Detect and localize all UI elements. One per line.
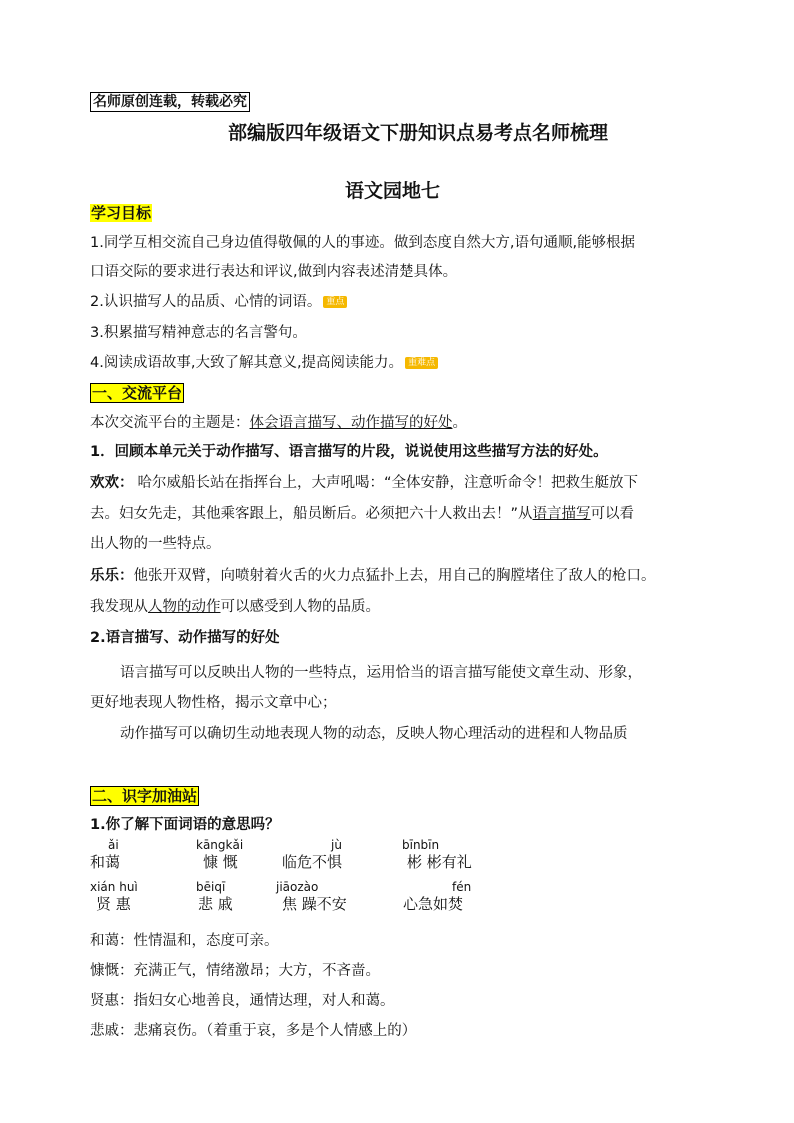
word-heai: 和蔼	[90, 853, 121, 871]
le-line-2	[90, 597, 380, 617]
key-difficult-badge: 重难点	[405, 357, 438, 369]
intro-suffix: 。	[452, 415, 467, 431]
le-text-1: 他张开双臂，向喷射着火舌的火力点猛扑上去，用自己的胸膛堵住了敌人的枪口。	[133, 568, 656, 584]
word-xinjirufen: 心急如焚	[403, 895, 464, 913]
section1-intro	[90, 413, 467, 433]
word-binbinyouli: 彬 彬有礼	[407, 853, 472, 871]
definition-beiqi: 悲戚：悲痛哀伤。（着重于哀，多是个人情感上的）	[90, 1023, 417, 1039]
huan-line-2	[90, 504, 634, 524]
word-linweibuju: 临危不惧	[282, 853, 343, 871]
goal-1-line-1: 1.同学互相交流自己身边值得敬佩的人的事迹。做到态度自然大方,语句通顺,能够根据	[90, 235, 636, 251]
document-title: 部编版四年级语文下册知识点易考点名师梳理	[228, 122, 609, 144]
paragraph-2-line-1: 动作描写可以确切生动地表现人物的动态，反映人物心理活动的进程和人物品质	[120, 726, 628, 742]
goal-4-text: 4.阅读成语故事,大致了解其意义,提高阅读能力。	[90, 355, 404, 371]
pinyin-jiaozao: jiāozào	[276, 880, 319, 894]
huan-text-1: 哈尔威船长站在指挥台上，大声吼喝：“全体安静，注意听命令！把救生艇放下	[137, 475, 639, 491]
section1-heading	[90, 383, 184, 403]
pinyin-xianhui: xián huì	[90, 880, 138, 894]
pinyin-ju: jù	[331, 838, 342, 852]
huan-line-3: 出人物的一些特点。	[90, 536, 221, 552]
word-beiqi: 悲 戚	[198, 895, 233, 913]
pinyin-kangkai: kāngkǎi	[196, 838, 244, 852]
intro-topic: 体会语言描写、动作描写的好处	[249, 415, 453, 431]
pinyin-heai: ǎi	[108, 838, 119, 852]
paragraph-1-line-1: 语言描写可以反映出人物的一些特点，运用恰当的语言描写能使文章生动、形象，	[120, 665, 642, 681]
le-text-2b: 可以感受到人物的品质。	[220, 599, 380, 615]
le-speaker: 乐乐：	[90, 568, 134, 584]
le-text-2a: 我发现从	[90, 599, 148, 615]
goal-4	[90, 353, 438, 373]
definition-xianhui: 贤惠：指妇女心地善良，通情达理，对人和蔼。	[90, 993, 395, 1009]
huan-speaker: 欢欢：	[90, 475, 134, 491]
definition-heai: 和蔼：性情温和，态度可亲。	[90, 933, 279, 949]
goal-2	[90, 292, 347, 312]
key-point-badge: 重点	[323, 296, 347, 308]
copyright-notice: 名师原创连载，转载必究	[90, 92, 250, 112]
intro-prefix: 本次交流平台的主题是：	[90, 415, 250, 431]
huan-text-2a: 去。妇女先走，其他乘客跟上，船员断后。必须把六十人救出去！”从	[90, 506, 533, 522]
section2-heading	[90, 786, 199, 806]
paragraph-1-line-2: 更好地表现人物性格，揭示文章中心；	[90, 695, 337, 711]
section1-question-2: 2.语言描写、动作描写的好处	[90, 630, 280, 646]
huan-text-2b: 可以看	[590, 506, 635, 522]
document-subtitle: 语文园地七	[345, 180, 441, 202]
pinyin-beiqi: bēiqī	[196, 880, 226, 894]
le-text-2u: 人物的动作	[148, 599, 221, 615]
section2-heading-label: 二、识字加油站	[92, 787, 198, 805]
word-kangkai: 慷 慨	[203, 853, 238, 871]
word-xianhui: 贤 惠	[96, 895, 131, 913]
pinyin-binbin: bīnbīn	[402, 838, 440, 852]
section2-question-1: 1.你了解下面词语的意思吗？	[90, 817, 280, 833]
goal-2-text: 2.认识描写人的品质、心情的词语。	[90, 294, 322, 310]
definition-kangkai: 慷慨：充满正气，情绪激昂；大方，不吝啬。	[90, 963, 380, 979]
le-line-1	[90, 566, 656, 586]
huan-line-1	[90, 473, 638, 493]
goals-heading-label: 学习目标	[91, 204, 152, 222]
goal-1-line-2: 口语交际的要求进行表达和评议,做到内容表述清楚具体。	[90, 264, 458, 280]
huan-text-2u: 语言描写	[532, 506, 591, 522]
section1-heading-label: 一、交流平台	[92, 384, 183, 402]
word-jiaozaobuan: 焦 躁不安	[282, 895, 347, 913]
goal-3: 3.积累描写精神意志的名言警句。	[90, 325, 307, 341]
pinyin-fen: fén	[452, 880, 472, 894]
goals-heading	[90, 203, 152, 223]
section1-question-1: 1．回顾本单元关于动作描写、语言描写的片段，说说使用这些描写方法的好处。	[90, 444, 608, 460]
